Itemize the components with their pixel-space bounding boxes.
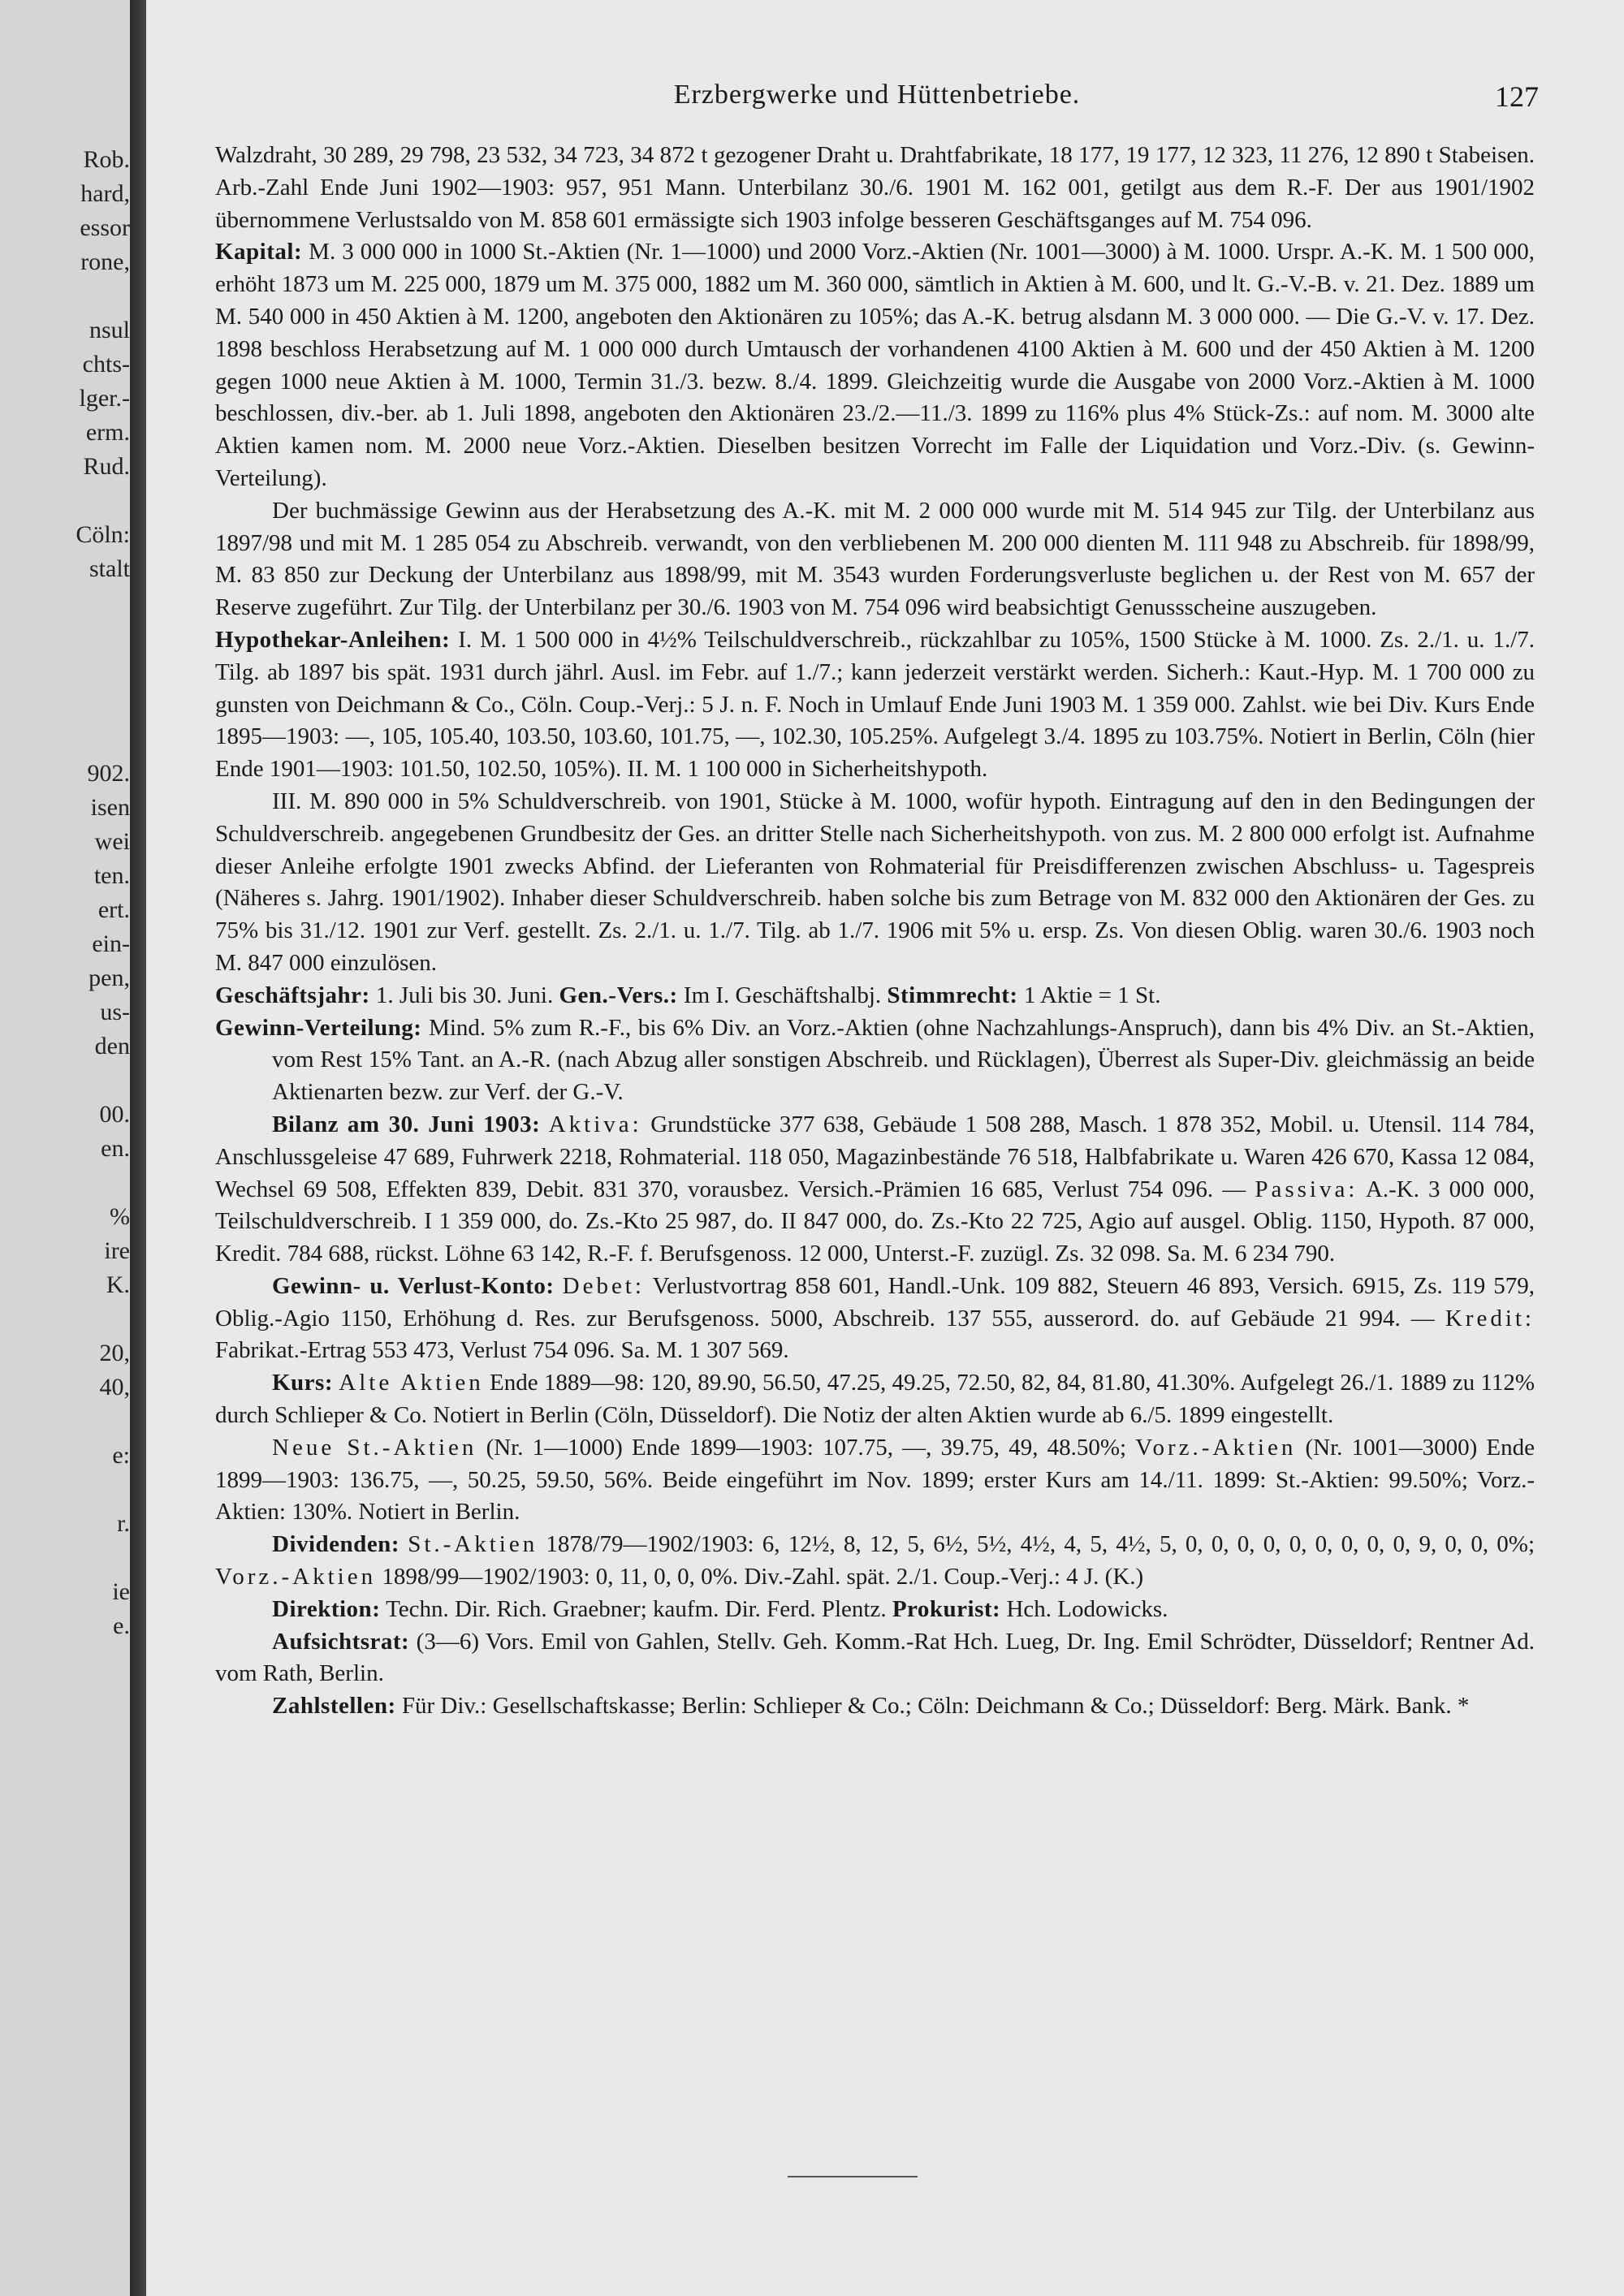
geschaeftsjahr-text: 1. Juli bis 30. Juni. [375, 982, 554, 1008]
aufsichtsrat-section [215, 1626, 1535, 1691]
kapital-label: Kapital: [215, 239, 303, 265]
margin-fragment: wei [94, 828, 130, 855]
gewinn-herabsetzung-paragraph: Der buchmässige Gewinn aus der Herabsetzung des A.-K. mit M. 2 000 000 wurde mit M. 514 945 zur Tilg. der Unterbilanz aus 1897/98 und mit M. 1 285 054 zu Abschreib. verwandt, von den verbliebenen M. 200 000 dienten M. 111 948 zu Abschreib. für 1898/99, M. 83 850 zur Deckung der Unterbilanz aus 1898/99, mit M. 3543 wurden Forderungsverluste beglichen u. der Rest von M. 657 der Reserve zugeführt. Zur Tilg. der Unterbilanz per 30./6. 1903 von M. 754 096 wird beabsichtigt Genussscheine auszugeben. [215, 497, 1535, 621]
zahlstellen-label: Zahlstellen: [272, 1693, 396, 1720]
kapital-text: M. 3 000 000 in 1000 St.-Aktien (Nr. 1—1000) und 2000 Vorz.-Aktien (Nr. 1001—3000) à M. 1000. Urspr. A.-K. M. 1 500 000, erhöht 1873 um M. 225 000, 1879 um M. 375 000, 1882 um M. 360 000, sämtlich in Aktien à M. 600, und lt. G.-V.-B. v. 21. Dez. 1889 um M. 540 000 in 450 Aktien à M. 1200, angeboten den Aktionären zu 105%; das A.-K. betrug alsdann M. 3 000 000. — Die G.-V. v. 17. Dez. 1898 beschloss Herabsetzung auf M. 1 000 000 durch Umtausch der vorhandenen 4100 Aktien à M. 600 und der 450 Aktien à M. 1200 gegen 1000 neue Aktien à M. 1000, Termin 31./3. bezw. 8./4. 1899. Gleichzeitig wurde die Ausgabe von 2000 Vorz.-Aktien à M. 1000 beschlossen, div.-ber. ab 1. Juli 1898, angeboten den Aktionären 23./2.—11./3. 1899 zu 116% plus 4% Stück-Zs.: auf nom. M. 3000 alte Aktien kamen nom. M. 2000 neue Vorz.-Aktien. Dieselben besitzen Vorrecht im Falle der Liquidation und Vorz.-Div. (s. Gewinn-Verteilung). [215, 239, 1535, 491]
aufsichtsrat-label: Aufsichtsrat: [272, 1628, 410, 1655]
gewinn-verteilung-section [215, 1012, 1535, 1109]
margin-fragment: essor [80, 214, 130, 241]
stimmrecht-label: Stimmrecht: [887, 982, 1018, 1008]
closing-rule [788, 2176, 918, 2177]
debet-label: Debet: [562, 1272, 645, 1299]
margin-fragment: ie [112, 1578, 130, 1605]
dividenden-label: Dividenden: [272, 1531, 400, 1558]
div-st-aktien-label: St.-Aktien [408, 1531, 538, 1558]
gen-vers-label: Gen.-Vers.: [559, 982, 678, 1008]
margin-fragment: 902. [87, 760, 130, 787]
aufsichtsrat-text: (3—6) Vors. Emil von Gahlen, Stellv. Geh. Komm.-Rat Hch. Lueg, Dr. Ing. Emil Schrödter, Düsseldorf; Rentner Ad. vom Rath, Berlin. [215, 1628, 1535, 1687]
div-st-text: 1878/79—1902/1903: 6, 12½, 8, 12, 5, 6½, 5½, 4½, 4, 5, 4½, 5, 0, 0, 0, 0, 0, 0, 0, 0, 0, 9, 0, 0, 0%; [546, 1531, 1535, 1558]
margin-fragment: 40, [99, 1374, 130, 1400]
gewinn-verteilung-label: Gewinn-Verteilung: [215, 1014, 422, 1041]
geschaeftsjahr-label: Geschäftsjahr: [215, 982, 370, 1008]
margin-fragment: ein- [92, 930, 130, 957]
zahlstellen-section [215, 1690, 1535, 1723]
hypothekar-label: Hypothekar-Anleihen: [215, 626, 451, 653]
guv-debet: Verlustvortrag 858 601, Handl.-Unk. 109 882, Steuern 46 893, Versich. 6915, Zs. 119 579, Oblig.-Agio 1150, Erhöhung d. Res. zur Berufsgenoss. 5000, Abschreib. 137 555, ausserord. do. auf Gebäude 21 994. — [215, 1272, 1535, 1331]
margin-fragment: e. [113, 1612, 130, 1639]
prokurist-label: Prokurist: [892, 1595, 1001, 1622]
kurs-neue-section [215, 1432, 1535, 1529]
kurs-section [215, 1367, 1535, 1432]
margin-fragment: us- [100, 999, 130, 1025]
margin-fragment: hard, [80, 180, 130, 207]
guv-kredit: Fabrikat.-Ertrag 553 473, Verlust 754 096. Sa. M. 1 307 569. [215, 1337, 789, 1364]
margin-fragment: den [94, 1033, 130, 1060]
hypothekar-iii-paragraph: III. M. 890 000 in 5% Schuldverschreib. von 1901, Stücke à M. 1000, wofür hypoth. Eintragung auf den in den Bedingungen der Schuldverschreib. angegebenen Grundbesitz der Ges. an dritter Stelle nach Sicherheitshypoth. von zus. M. 2 800 000 erfolgt ist. Aufnahme dieser Anleihe erfolgte 1901 zwecks Abfind. der Lieferanten von Rohmaterial für Preisdifferenzen zwischen Abschluss- u. Tagespreis (Näheres s. Jahrg. 1901/1902). Inhaber dieser Schuldverschreib. haben solche bis zum Betrage von M. 832 000 den Aktionären der Ges. zu 75% bis 31./12. 1901 zur Verf. gestellt. Zs. 2./1. u. 1./7. Tilg. ab 1./7. 1906 mit 5% u. ersp. Zs. Von diesen Oblig. waren 30./6. 1903 noch M. 847 000 einzulösen. [215, 788, 1535, 976]
bilanz-section [215, 1109, 1535, 1271]
direktion-label: Direktion: [272, 1595, 381, 1622]
zahlstellen-text: Für Div.: Gesellschaftskasse; Berlin: Schlieper & Co.; Cöln: Deichmann & Co.; Düsseldorf: Berg. Märk. Bank. * [401, 1693, 1470, 1720]
bilanz-aktiva: Grundstücke 377 638, Gebäude 1 508 288, Masch. 1 878 352, Mobil. u. Utensil. 114 784, Anschlussgeleise 47 689, Fuhrwerk 2218, Rohmaterial. 118 050, Magazinbestände 76 518, Halbfabrikate u. Waren 426 670, Kassa 12 084, Wechsel 69 508, Effekten 839, Debit. 831 370, vorausbez. Versich.-Prämien 16 685, Verlust 754 096. — [215, 1111, 1535, 1202]
kurs-alte-text: Ende 1889—98: 120, 89.90, 56.50, 47.25, 49.25, 72.50, 82, 84, 81.80, 41.30%. Aufgelegt 26./1. 1889 zu 112% durch Schlieper & Co. Notiert in Berlin (Cöln, Düsseldorf). Die Notiz der alten Aktien wurde ab 6./5. 1899 eingestellt. [215, 1370, 1535, 1429]
margin-fragment: 00. [99, 1101, 130, 1128]
left-margin-fragments [0, 0, 130, 2296]
aktiva-label: Aktiva: [548, 1111, 642, 1137]
margin-fragment: % [110, 1203, 130, 1230]
guv-label: Gewinn- u. Verlust-Konto: [272, 1272, 555, 1299]
div-vorz-text: 1898/99—1902/1903: 0, 11, 0, 0, 0%. Div.-Zahl. spät. 2./1. Coup.-Verj.: 4 J. (K.) [382, 1564, 1144, 1590]
margin-fragment: stalt [89, 555, 130, 582]
bilanz-label: Bilanz am 30. Juni 1903: [272, 1111, 541, 1137]
guv-section [215, 1271, 1535, 1367]
direktion-line [215, 1594, 1535, 1626]
page-number: 127 [1495, 80, 1539, 113]
margin-fragment: ten. [93, 862, 130, 889]
passiva-label: Passiva: [1255, 1176, 1358, 1202]
margin-fragment: erm. [85, 419, 130, 446]
production-paragraph: Walzdraht, 30 289, 29 798, 23 532, 34 723, 34 872 t gezogener Draht u. Drahtfabrikate, 18 177, 19 177, 12 323, 11 276, 12 890 t Stabeisen. Arb.-Zahl Ende Juni 1902—1903: 957, 951 Mann. Unterbilanz 30./6. 1901 M. 162 001, getilgt aus dem R.-F. Der aus 1901/1902 übernommene Verlustsaldo von M. 858 601 ermässigte sich 1903 infolge besseren Geschäftsganges auf M. 754 096. [215, 142, 1535, 233]
neue-st-aktien-label: Neue St.-Aktien [272, 1434, 477, 1461]
alte-aktien-label: Alte Aktien [339, 1370, 484, 1396]
margin-fragment: K. [106, 1271, 130, 1298]
kurs-label: Kurs: [272, 1370, 333, 1396]
dividenden-section [215, 1529, 1535, 1594]
margin-fragment: rone, [80, 248, 130, 275]
margin-fragment: isen [90, 794, 130, 821]
page-header [215, 80, 1539, 128]
prokurist-text: Hch. Lodowicks. [1006, 1595, 1168, 1622]
document-body [215, 140, 1535, 1723]
stimmrecht-text: 1 Aktie = 1 St. [1023, 982, 1161, 1008]
margin-fragment: 20, [99, 1340, 130, 1366]
margin-fragment: Rud. [83, 453, 130, 480]
margin-fragment: Rob. [83, 146, 130, 173]
margin-fragment: Cöln: [76, 521, 130, 548]
kurs-vorz-text: (Nr. 1001—3000) Ende 1899—1903: 136.75, —, 50.25, 59.50, 56%. Beide eingeführt im Nov. 1899; erster Kurs am 14./11. 1899: St.-Aktien: 99.50%; Vorz.-Aktien: 130%. Notiert in Berlin. [215, 1434, 1535, 1526]
margin-fragment: ire [104, 1237, 130, 1264]
margin-fragment: ert. [97, 896, 130, 923]
kapital-section [215, 236, 1535, 494]
running-title: Erzbergwerke und Hüttenbetriebe. [673, 80, 1081, 110]
div-vorz-aktien-label: Vorz.-Aktien [215, 1564, 377, 1590]
hypothekar-section [215, 624, 1535, 786]
vorz-aktien-label: Vorz.-Aktien [1135, 1434, 1297, 1461]
gewinn-verteilung-text: Mind. 5% zum R.-F., bis 6% Div. an Vorz.-Aktien (ohne Nachzahlungs-Anspruch), dann bis 4% Div. an St.-Aktien, vom Rest 15% Tant. an A.-R. (nach Abzug aller sonstigen Abschreib. und Rücklagen), Überrest als Super-Div. gleichmässig an beide Aktienarten bezw. zur Verf. der G.-V. [272, 1014, 1535, 1106]
margin-fragment: nsul [89, 317, 130, 343]
margin-fragment: chts- [82, 351, 130, 378]
margin-fragment: e: [112, 1442, 130, 1469]
geschaeftsjahr-line [215, 980, 1535, 1012]
bilanz-passiva: A.-K. 3 000 000, Teilschuldverschreib. I 1 359 000, do. Zs.-Kto 25 987, do. II 847 000, do. Zs.-Kto 22 725, Agio auf ausgel. Oblig. 1150, Hypoth. 87 000, Kredit. 784 688, rückst. Löhne 63 142, R.-F. f. Berufsgenoss. 12 000, Unterst.-F. zuzügl. Zs. 32 098. Sa. M. 6 234 790. [215, 1176, 1535, 1267]
hypothekar-text: I. M. 1 500 000 in 4½% Teilschuldverschreib., rückzahlbar zu 105%, 1500 Stücke à M. 1000. Zs. 2./1. u. 1./7. Tilg. ab 1897 bis spät. 1931 durch jährl. Ausl. im Febr. auf 1./7.; kann jederzeit verstärkt werden. Sicherh.: Kaut.-Hyp. M. 1 700 000 zu gunsten von Deichmann & Co., Cöln. Coup.-Verj.: 5 J. n. F. Noch in Umlauf Ende Juni 1903 M. 1 359 000. Zahlst. wie bei Div. Kurs Ende 1895—1903: —, 105, 105.40, 103.50, 103.60, 101.75, —, 102.30, 105.25%. Aufgelegt 3./4. 1895 zu 103.75%. Notiert in Berlin, Cöln (hier Ende 1901—1903: 101.50, 102.50, 105%). II. M. 1 100 000 in Sicherheitshypoth. [215, 626, 1535, 783]
margin-fragment: r. [117, 1510, 130, 1537]
margin-fragment: en. [101, 1135, 130, 1162]
kredit-label: Kredit: [1445, 1305, 1535, 1331]
direktion-text: Techn. Dir. Rich. Graebner; kaufm. Dir. Ferd. Plentz. [386, 1595, 887, 1622]
margin-fragment: pen, [89, 965, 130, 991]
margin-fragment: lger.- [79, 385, 130, 412]
gen-vers-text: Im I. Geschäftshalbj. [683, 982, 882, 1008]
kurs-neue-text: (Nr. 1—1000) Ende 1899—1903: 107.75, —, 39.75, 49, 48.50%; [486, 1434, 1127, 1461]
